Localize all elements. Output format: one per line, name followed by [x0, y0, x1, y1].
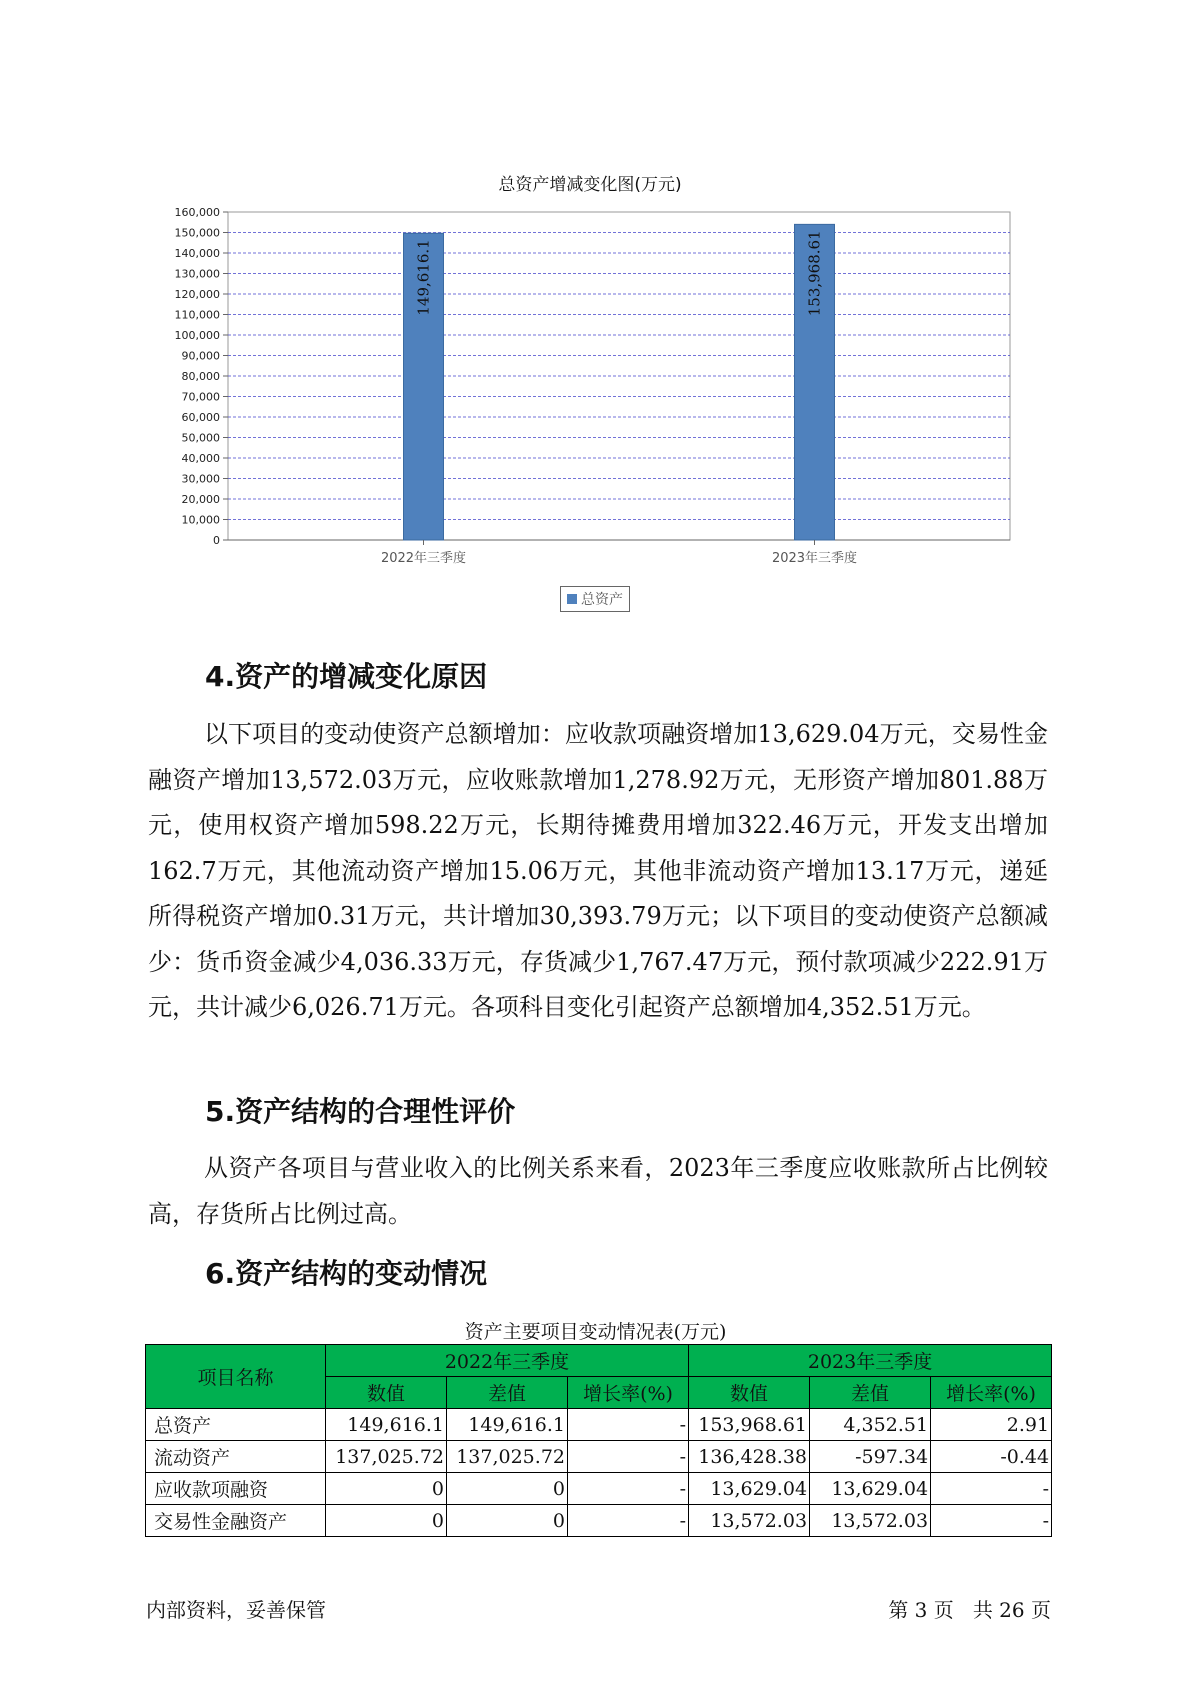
bar-value-label: 149,616.1 [414, 239, 433, 316]
section4-paragraph: 以下项目的变动使资产总额增加：应收款项融资增加13,629.04万元，交易性金融资产增加13,572.03万元，应收账款增加1,278.92万元，无形资产增加801.88万元，使用权资产增加598.22万元，长期待摊费用增加322.46万元，开发支出增加162.7万元，其他流动资产增加15.06万元，其他非流动资产增加13.17万元，递延所得税资产增加0.31万元，共计增加30,393.79万元；以下项目的变动使资产总额减少：货币资金减少4,036.33万元，存货减少1,767.47万元，预付款项减少222.91万元，共计减少6,026.71万元。各项科目变化引起资产总额增加4,352.51万元。 [148, 720, 1048, 1021]
cell-value: 153,968.61 [689, 1409, 810, 1441]
table-title: 资产主要项目变动情况表(万元) [464, 1321, 727, 1343]
cell-diff: 149,616.1 [447, 1409, 568, 1441]
header-value-2023: 数值 [689, 1377, 810, 1409]
cell-growth: -0.44 [931, 1441, 1052, 1473]
y-tick-label: 150,000 [174, 226, 220, 240]
section5-heading: 5.资产结构的合理性评价 [205, 1095, 516, 1128]
table-row [146, 1409, 1052, 1441]
y-tick-label: 70,000 [181, 390, 220, 404]
cell-growth: - [931, 1473, 1052, 1505]
cell-diff: 13,572.03 [810, 1505, 931, 1537]
cell-growth: - [568, 1441, 689, 1473]
cell-value: 13,572.03 [689, 1505, 810, 1537]
cell-diff: 0 [447, 1505, 568, 1537]
header-diff-2022: 差值 [447, 1377, 568, 1409]
cell-value: 0 [326, 1473, 447, 1505]
chart-plot [150, 200, 1030, 580]
y-tick-label: 60,000 [181, 411, 220, 424]
cell-diff: 13,629.04 [810, 1473, 931, 1505]
section4-heading: 4.资产的增减变化原因 [205, 660, 488, 693]
header-growth-2022: 增长率(%) [568, 1377, 689, 1409]
y-tick-label: 0 [213, 534, 220, 547]
y-tick-label: 80,000 [181, 370, 220, 383]
cell-value: 149,616.1 [326, 1409, 447, 1441]
cell-value: 136,428.38 [689, 1441, 810, 1473]
row-name: 应收款项融资 [146, 1473, 326, 1505]
y-tick-label: 100,000 [174, 329, 220, 342]
header-diff-2023: 差值 [810, 1377, 931, 1409]
cell-growth: - [568, 1505, 689, 1537]
cell-diff: -597.34 [810, 1441, 931, 1473]
y-tick-label: 10,000 [181, 513, 220, 527]
table-row [146, 1473, 1052, 1505]
cell-value: 13,629.04 [689, 1473, 810, 1505]
y-tick-label: 20,000 [181, 493, 220, 506]
legend-swatch [567, 594, 577, 604]
page-number: 第 3 页 共 26 页 [888, 1598, 1051, 1622]
header-value-2022: 数值 [326, 1377, 447, 1409]
y-tick-label: 90,000 [181, 349, 220, 363]
bar-value-label: 153,968.61 [805, 230, 824, 317]
table-row [146, 1441, 1052, 1473]
total-assets-chart [150, 170, 1030, 620]
y-tick-label: 130,000 [174, 267, 220, 281]
chart-title: 总资产增减变化图(万元) [498, 175, 682, 195]
x-tick-label: 2022年三季度 [380, 551, 467, 566]
row-name: 交易性金融资产 [146, 1505, 326, 1537]
row-name: 总资产 [146, 1409, 326, 1441]
y-tick-label: 120,000 [174, 288, 220, 301]
table-row [146, 1505, 1052, 1537]
cell-growth: - [931, 1505, 1052, 1537]
footer-note: 内部资料，妥善保管 [146, 1598, 326, 1622]
row-name: 流动资产 [146, 1441, 326, 1473]
cell-value: 0 [326, 1505, 447, 1537]
header-item-name: 项目名称 [146, 1345, 326, 1409]
y-tick-label: 110,000 [174, 308, 220, 322]
cell-diff: 0 [447, 1473, 568, 1505]
cell-growth: 2.91 [931, 1409, 1052, 1441]
section5-paragraph: 从资产各项目与营业收入的比例关系来看，2023年三季度应收账款所占比例较高，存货所占比例过高。 [148, 1154, 1048, 1228]
chart-legend [560, 586, 630, 612]
y-tick-label: 50,000 [181, 431, 220, 445]
y-tick-label: 30,000 [181, 472, 220, 486]
x-tick-label: 2023年三季度 [771, 551, 858, 566]
asset-change-table [145, 1344, 1052, 1537]
cell-value: 137,025.72 [326, 1441, 447, 1473]
header-period-2023: 2023年三季度 [689, 1345, 1052, 1377]
y-tick-label: 40,000 [181, 452, 220, 465]
cell-growth: - [568, 1409, 689, 1441]
y-tick-label: 140,000 [174, 247, 220, 260]
cell-diff: 137,025.72 [447, 1441, 568, 1473]
header-growth-2023: 增长率(%) [931, 1377, 1052, 1409]
cell-diff: 4,352.51 [810, 1409, 931, 1441]
header-period-2022: 2022年三季度 [326, 1345, 689, 1377]
legend-label: 总资产 [581, 592, 623, 608]
section6-heading: 6.资产结构的变动情况 [205, 1257, 488, 1290]
y-tick-label: 160,000 [174, 206, 220, 219]
cell-growth: - [568, 1473, 689, 1505]
